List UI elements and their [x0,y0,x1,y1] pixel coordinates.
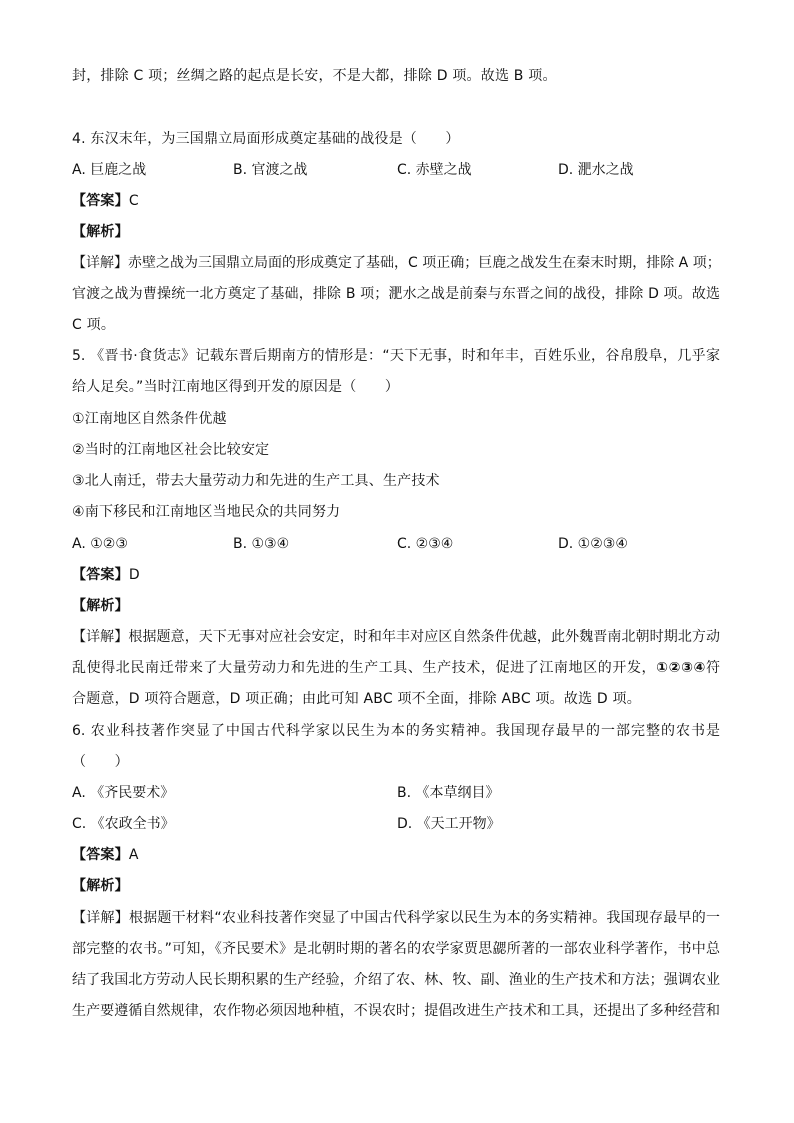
question-4-stem: 4. 东汉末年，为三国鼎立局面形成奠定基础的战役是（ ） [72,131,460,147]
question-6-option-d: D. 《天工开物》 [397,816,501,832]
question-5-option-a: A. ①②③ [72,536,128,552]
question-5-detail-line-2 [72,658,720,678]
question-6-option-a: A. 《齐民要术》 [72,785,175,801]
question-4-answer [72,191,139,211]
question-5-answer [72,565,140,585]
question-5-stem-line-2: 给人足矣。”当时江南地区得到开发的原因是（ ） [72,379,400,395]
question-6-stem-line-1: 6. 农业科技著作突显了中国古代科学家以民生为本的务实精神。我国现存最早的一部完整的农书是 [72,723,720,739]
question-5-detail-line-3: 合题意，D 项符合题意，D 项正确；由此可知 ABC 项不全面，排除 ABC 项。故选 D 项。 [72,691,641,707]
detail-text-end: 符 [706,660,721,676]
detail-text: 乱使得北民南迁带来了大量劳动力和先进的生产工具、生产技术，促进了江南地区的开发， [72,660,657,676]
question-6-options-row-1 [72,783,720,803]
answer-label: 【答案】 [72,847,129,863]
question-5-option-b: B. ①③④ [233,536,290,552]
question-5-option-d: D. ①②③④ [558,536,628,552]
question-6-detail-line-4: 生产要遵循自然规律，农作物必须因地种植，不误农时；提倡改进生产技术和工具，还提出了多种经营和 [72,1003,720,1019]
question-5-options [72,534,720,554]
question-6-detail-line-3: 结了我国北方劳动人民长期积累的生产经验，介绍了农、林、牧、副、渔业的生产技术和方法；强调农业 [72,972,720,988]
answer-label: 【答案】 [72,193,129,209]
question-4-option-b: B. 官渡之战 [233,162,308,178]
question-5-item-4: ④南下移民和江南地区当地民众的共同努力 [72,504,341,520]
question-5-stem-line-1: 5. 《晋书·食货志》记载东晋后期南方的情形是：“天下无事，时和年丰，百姓乐业，谷帛殷阜，几乎家 [72,348,720,364]
question-4-option-c: C. 赤壁之战 [397,162,472,178]
answer-value: A [128,847,139,863]
answer-label: 【答案】 [72,567,129,583]
question-4-detail-line-1: 【详解】赤壁之战为三国鼎立局面的形成奠定了基础，C 项正确；巨鹿之战发生在秦末时期，排除 A 项； [72,255,721,271]
question-6-option-c: C. 《农政全书》 [72,816,175,832]
question-6-analysis-label: 【解析】 [72,878,129,894]
answer-value: C [128,193,139,209]
question-5-item-3: ③北人南迁，带去大量劳动力和先进的生产工具、生产技术 [72,473,440,489]
question-4-option-d: D. 淝水之战 [558,162,634,178]
question-5-item-1: ①江南地区自然条件优越 [72,411,227,427]
question-6-option-b: B. 《本草纲目》 [397,785,500,801]
question-6-options-row-2 [72,814,720,834]
continued-explanation-line: 封，排除 C 项；丝绸之路的起点是长安，不是大都，排除 D 项。故选 B 项。 [72,68,557,84]
detail-emphasis: ①②③④ [656,660,707,676]
question-4-detail-line-2: 官渡之战为曹操统一北方奠定了基础，排除 B 项；淝水之战是前秦与东晋之间的战役，排除 D 项。故选 [72,286,720,302]
answer-value: D [128,567,140,583]
question-5-analysis-label: 【解析】 [72,598,129,614]
question-6-detail-line-1: 【详解】根据题干材料“农业科技著作突显了中国古代科学家以民生为本的务实精神。我国现存最早的一 [72,910,720,926]
question-4-option-a: A. 巨鹿之战 [72,162,147,178]
question-5-option-c: C. ②③④ [397,536,454,552]
question-6-answer [72,845,139,865]
question-4-analysis-label: 【解析】 [72,224,129,240]
question-4-options [72,160,720,180]
question-6-stem-line-2: （ ） [72,754,129,770]
question-5-item-2: ②当时的江南地区社会比较安定 [72,442,270,458]
question-6-detail-line-2: 部完整的农书。”可知，《齐民要术》是北朝时期的著名的农学家贾思勰所著的一部农业科学著作，书中总 [72,941,720,957]
question-5-detail-line-1: 【详解】根据题意，天下无事对应社会安定，时和年丰对应区自然条件优越，此外魏晋南北朝时期北方动 [72,629,720,645]
question-4-detail-line-3: C 项。 [72,317,116,333]
